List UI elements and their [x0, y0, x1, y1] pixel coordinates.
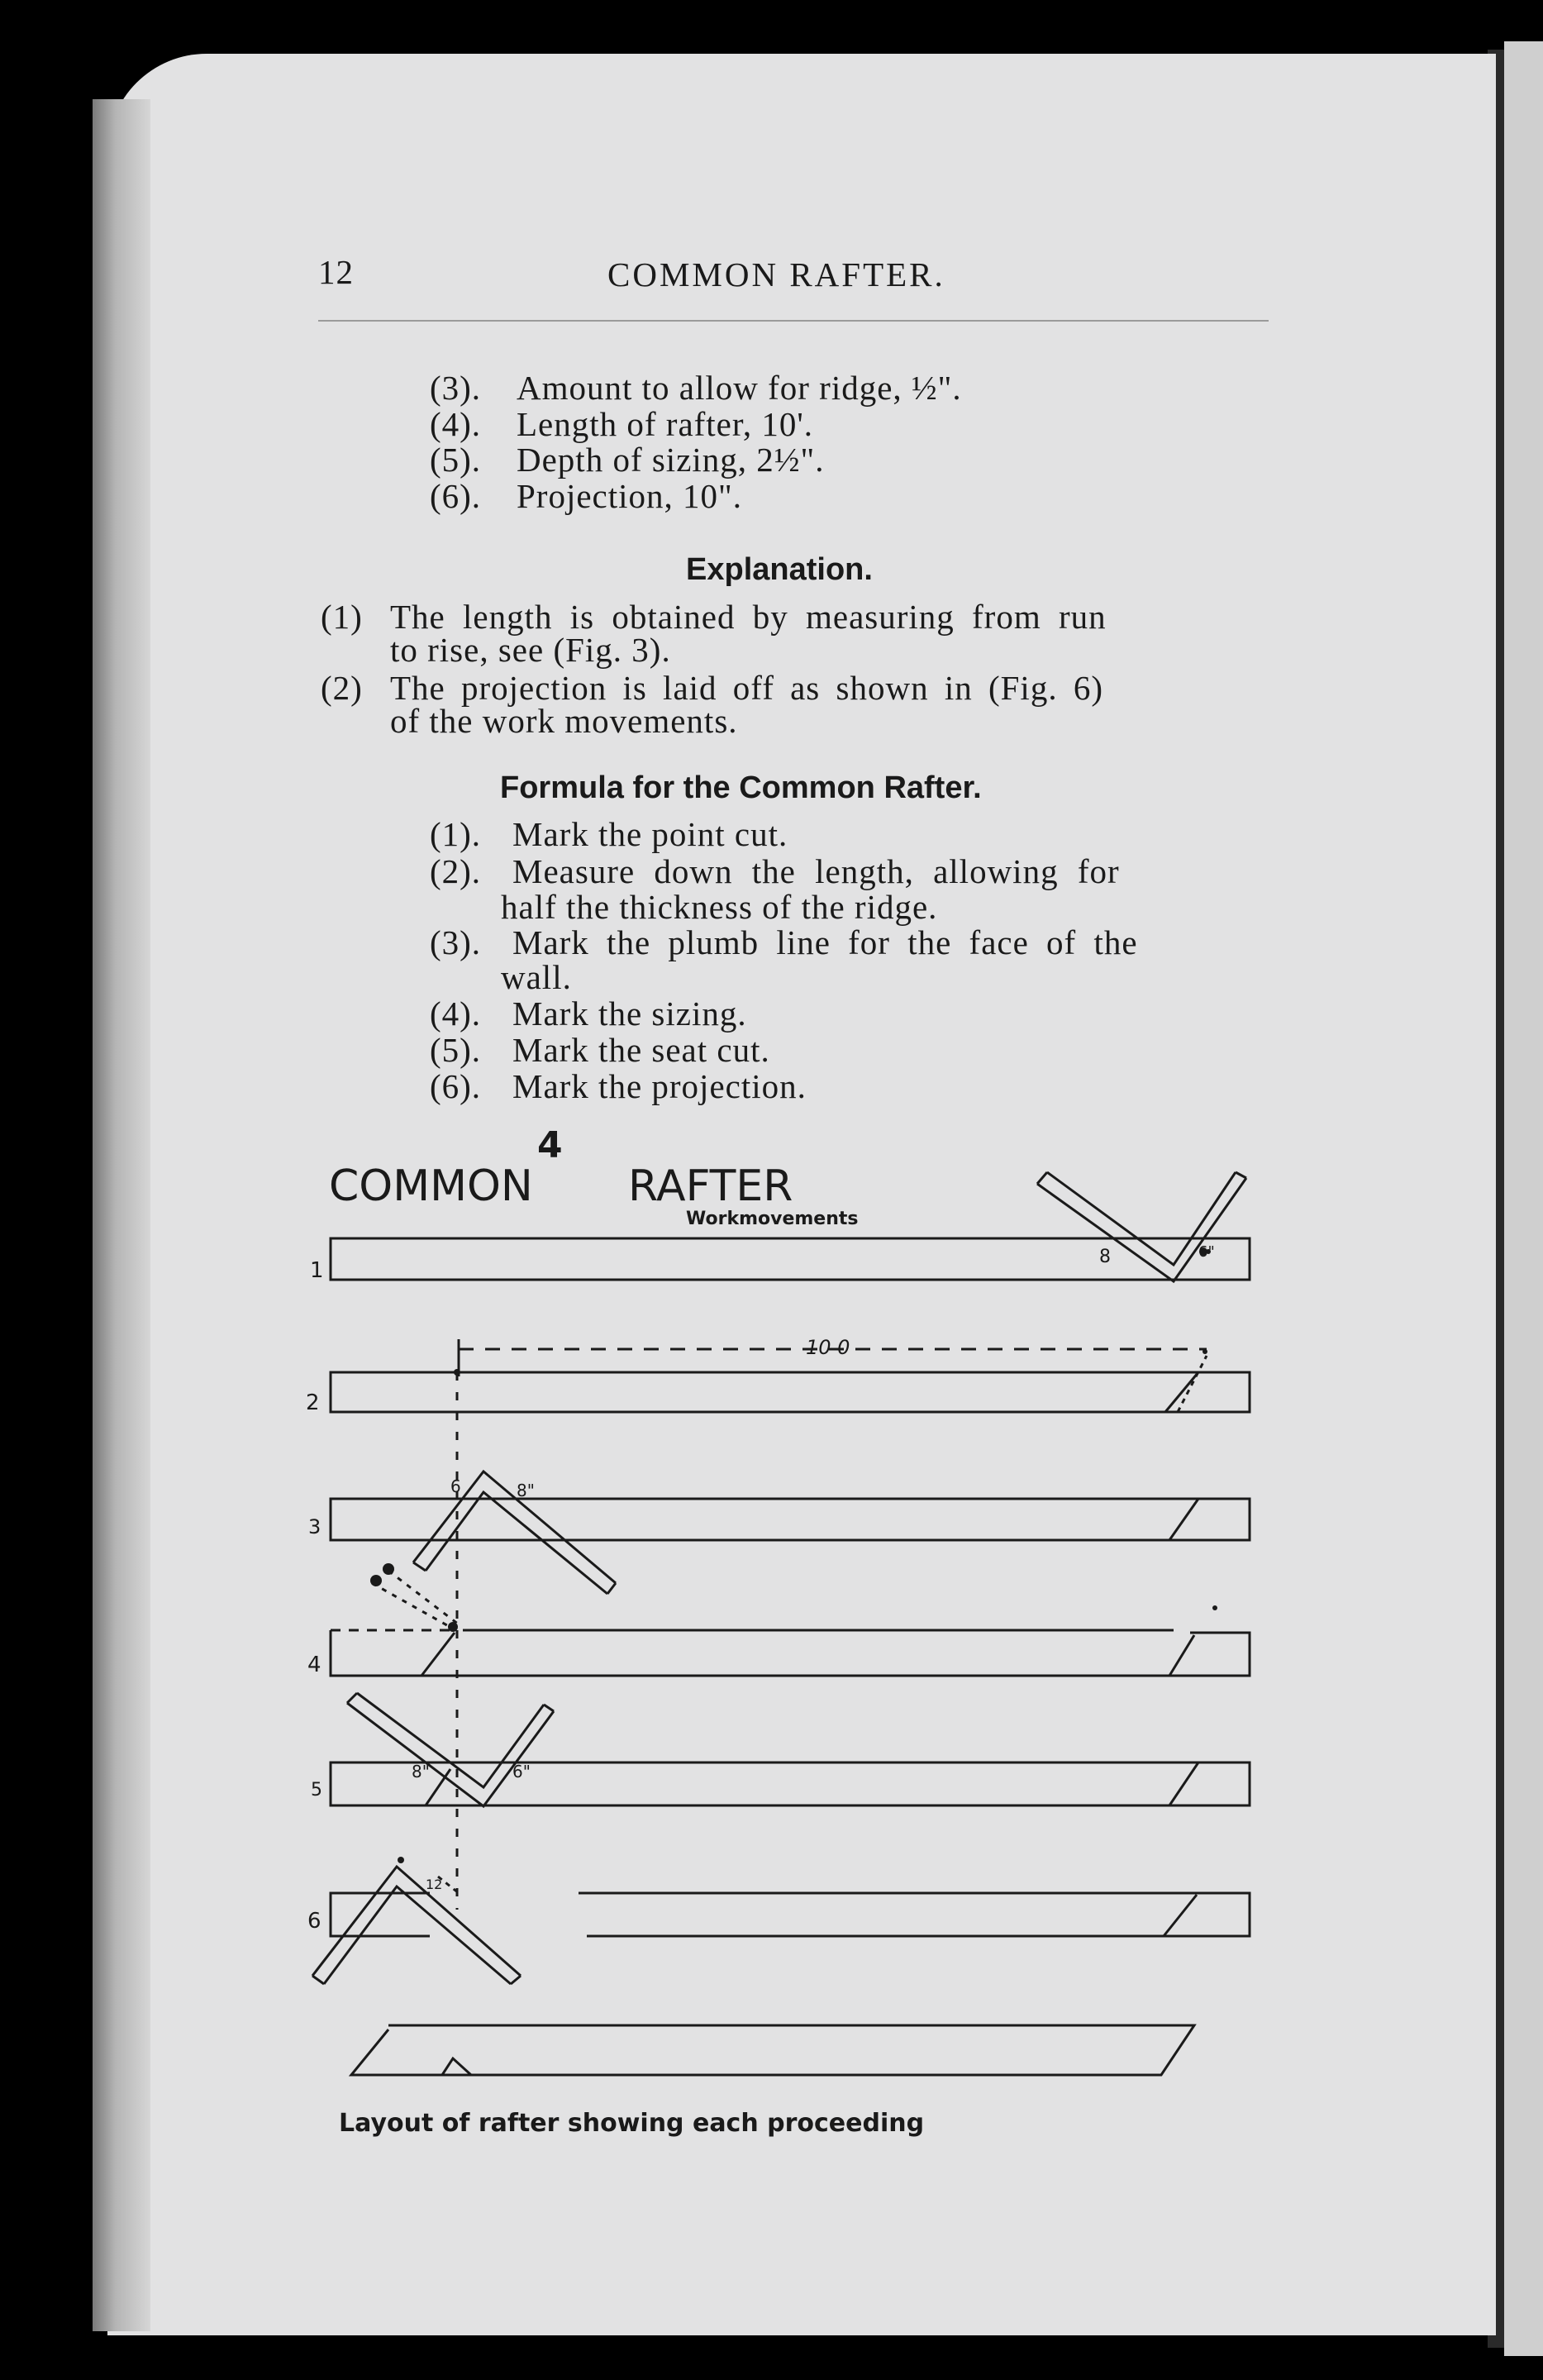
- step-number-6: 6: [307, 1909, 321, 1934]
- rafter-board-step-1: [331, 1238, 1250, 1280]
- formula-item-line: Mark the sizing.: [512, 994, 747, 1033]
- step-number-4: 4: [307, 1653, 321, 1677]
- explanation-item-line: The length is obtained by measuring from run: [390, 598, 1107, 636]
- angle-label: 8: [1099, 1247, 1111, 1267]
- framing-square: [347, 1703, 554, 1806]
- step-number-2: 2: [306, 1390, 320, 1415]
- formula-item-line: half the thickness of the ridge.: [501, 888, 938, 926]
- formula-item-line: Mark the seat cut.: [512, 1031, 770, 1069]
- spec-item-num: (3).: [430, 369, 482, 407]
- formula-item-num: (5).: [430, 1031, 482, 1069]
- angle-label: 12: [426, 1877, 443, 1892]
- spec-item-num: (5).: [430, 441, 482, 479]
- rafter-board-step-2: [331, 1372, 1250, 1412]
- formula-item-num: (3).: [430, 923, 482, 961]
- formula-heading: Formula for the Common Rafter.: [500, 770, 982, 805]
- angle-label: 6: [450, 1476, 461, 1496]
- formula-item-line: wall.: [501, 958, 572, 996]
- figure-subtitle: Workmovements: [686, 1209, 859, 1229]
- page-number: 12: [318, 253, 354, 291]
- step-number-3: 3: [308, 1515, 321, 1538]
- rafter-board-step-5: [331, 1762, 1250, 1805]
- formula-item-num: (2).: [430, 852, 482, 890]
- running-title: COMMON RAFTER.: [607, 255, 945, 293]
- explanation-item-line: The projection is laid off as shown in (Fig. 6): [390, 669, 1103, 707]
- angle-label: 8": [412, 1762, 430, 1781]
- step-number-5: 5: [311, 1780, 322, 1801]
- explanation-item-line: of the work movements.: [390, 702, 738, 740]
- formula-item-num: (1).: [430, 815, 482, 853]
- explanation-heading: Explanation.: [686, 552, 873, 587]
- dimension-label: 10 0: [806, 1336, 850, 1359]
- formula-item-num: (6).: [430, 1067, 482, 1105]
- figure-number: 4: [537, 1124, 563, 1166]
- spec-item-num: (6).: [430, 477, 482, 515]
- spec-item-text: Projection, 10".: [517, 477, 743, 515]
- framing-square: [413, 1471, 616, 1583]
- formula-item-line: Mark the projection.: [512, 1067, 807, 1105]
- explanation-item-num: (1): [321, 598, 363, 636]
- spec-item-text: Length of rafter, 10'.: [517, 405, 814, 443]
- formula-item-line: Mark the point cut.: [512, 815, 788, 853]
- explanation-item-num: (2): [321, 669, 363, 707]
- figure-caption: Layout of rafter showing each proceeding: [339, 2109, 925, 2138]
- rafter-board-step-4: [331, 1630, 1250, 1676]
- angle-label: 6": [512, 1762, 531, 1781]
- formula-item-line: Mark the plumb line for the face of the: [512, 923, 1138, 961]
- spec-item-text: Depth of sizing, 2½".: [517, 441, 825, 479]
- spec-item-num: (4).: [430, 405, 482, 443]
- step-number-1: 1: [310, 1258, 324, 1283]
- angle-label: 6": [1198, 1243, 1215, 1261]
- rafter-board-step-6: [331, 1893, 430, 1936]
- angle-label: 8": [517, 1481, 535, 1500]
- rafter-board-step-3: [331, 1499, 1250, 1540]
- framing-square: [1037, 1178, 1246, 1281]
- explanation-item-line: to rise, see (Fig. 3).: [390, 631, 671, 669]
- figure-title-rafter: RAFTER: [628, 1161, 793, 1211]
- finished-rafter-layout: [351, 2025, 1194, 2075]
- formula-item-line: Measure down the length, allowing for: [512, 852, 1120, 890]
- spec-item-text: Amount to allow for ridge, ½".: [517, 369, 962, 407]
- figure-title-common: COMMON: [329, 1161, 533, 1211]
- formula-item-num: (4).: [430, 994, 482, 1033]
